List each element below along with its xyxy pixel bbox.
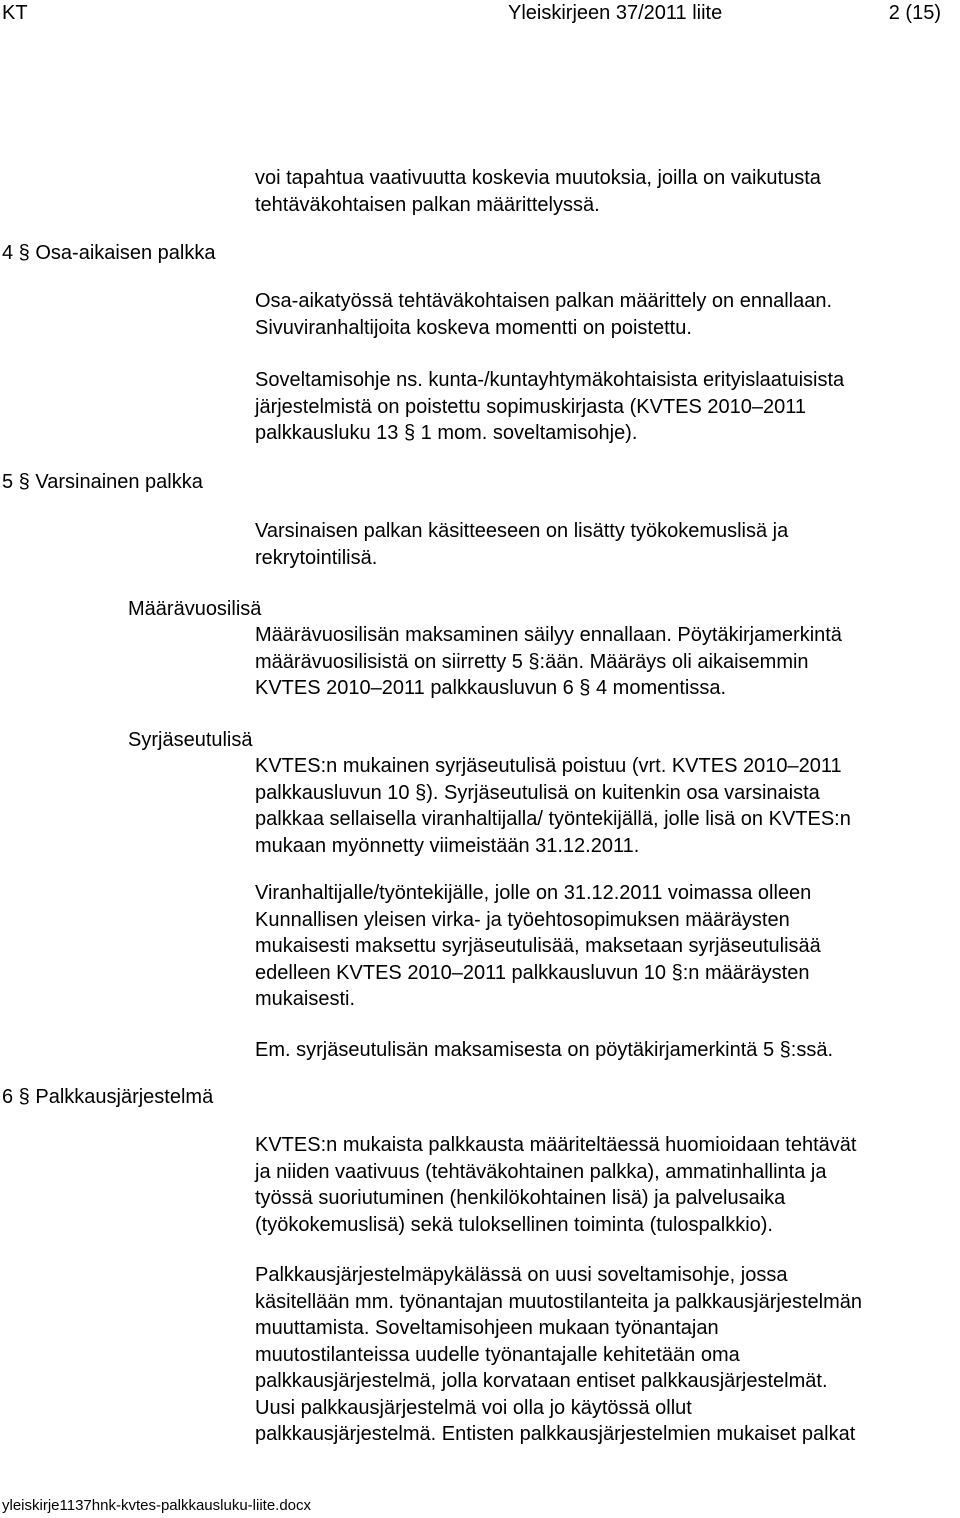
text-line: edelleen KVTES 2010–2011 palkkausluvun 10 §:n määräysten (255, 961, 810, 984)
text-line: KVTES 2010–2011 palkkausluvun 6 § 4 momentissa. (255, 677, 727, 699)
section-heading-5: 5 § Varsinainen palkka (2, 471, 203, 493)
paragraph-soveltamisohje (255, 367, 955, 447)
subheading-maaravuosilisa: Määrävuosilisä (128, 598, 262, 620)
section-heading-6: 6 § Palkkausjärjestelmä (2, 1086, 214, 1108)
text-line: KVTES:n mukaista palkkausta määriteltäessä huomioidaan tehtävät (255, 1134, 857, 1156)
text-line: Sivuviranhaltijoita koskeva momentti on poistettu. (255, 316, 692, 339)
footer-filename: yleiskirje1137hnk-kvtes-palkkausluku-liite.docx (2, 1497, 312, 1514)
text-line: järjestelmistä on poistettu sopimuskirjasta (KVTES 2010–2011 (255, 395, 807, 418)
page-number: 2 (15) (888, 2, 941, 24)
text-line: Osa-aikatyössä tehtäväkohtaisen palkan määrittely on ennallaan. (255, 290, 833, 312)
text-line: mukaan myönnetty viimeistään 31.12.2011. (255, 834, 640, 857)
text-line: Soveltamisohje ns. kunta-/kuntayhtymäkohtaisista erityislaatuisista (255, 369, 845, 391)
text-line: muuttamista. Soveltamisohjeen mukaan työnantajan (255, 1317, 719, 1339)
text-line: voi tapahtua vaativuutta koskevia muutoksia, joilla on vaikutusta (255, 167, 821, 189)
paragraph-osa-aikatyo (255, 288, 955, 341)
text-line: mukaisesti maksettu syrjäseutulisää, maksetaan syrjäseutulisää (255, 935, 821, 957)
text-line: Varsinaisen palkan käsitteeseen on lisätty työkokemuslisä ja (255, 520, 789, 542)
text-line: palkkaa sellaisella viranhaltijalla/ työntekijällä, jolle lisä on KVTES:n (255, 808, 851, 830)
paragraph-poytakirjamerkinta (255, 1037, 955, 1064)
subheading-syrjaseutulisa: Syrjäseutulisä (128, 729, 253, 751)
paragraph-maaravuosilisa (255, 622, 955, 702)
text-line: Määrävuosilisän maksaminen säilyy ennallaan. Pöytäkirjamerkintä (255, 624, 842, 646)
text-line: muutostilanteissa uudelle työnantajalle kehitetään oma (255, 1343, 740, 1366)
text-line: palkkausluvun 10 §). Syrjäseutulisä on kuitenkin osa varsinaista (255, 781, 820, 804)
text-line: Uusi palkkausjärjestelmä voi olla jo käytössä ollut (255, 1396, 692, 1419)
text-line: rekrytointilisä. (255, 546, 378, 569)
text-line: Palkkausjärjestelmäpykälässä on uusi soveltamisohje, jossa (255, 1264, 788, 1286)
header-org: KT (2, 2, 28, 24)
text-line: mukaisesti. (255, 988, 356, 1010)
paragraph-varsinainen-palkka (255, 518, 955, 571)
text-line: tehtäväkohtaisen palkan määrittelyssä. (255, 193, 600, 216)
text-line: Viranhaltijalle/työntekijälle, jolle on 31.12.2011 voimassa olleen (255, 882, 812, 904)
header-title: Yleiskirjeen 37/2011 liite (508, 2, 723, 24)
text-line: KVTES:n mukainen syrjäseutulisä poistuu (vrt. KVTES 2010–2011 (255, 755, 842, 777)
paragraph-vaativuus (255, 165, 955, 218)
text-line: Em. syrjäseutulisän maksamisesta on pöytäkirjamerkintä 5 §:ssä. (255, 1039, 834, 1061)
text-line: Kunnallisen yleisen virka- ja työehtosopimuksen määräysten (255, 908, 790, 931)
text-line: palkkausjärjestelmä. Entisten palkkausjärjestelmien mukaiset palkat (255, 1423, 856, 1445)
paragraph-syrjaseutulisa-jatkuu (255, 880, 955, 1013)
text-line: käsitellään mm. työnantajan muutostilanteita ja palkkausjärjestelmän (255, 1290, 862, 1313)
text-line: palkkausluku 13 § 1 mom. soveltamisohje). (255, 422, 638, 444)
section-heading-4: 4 § Osa-aikaisen palkka (2, 242, 216, 264)
text-line: palkkausjärjestelmä, jolla korvataan entiset palkkausjärjestelmät. (255, 1370, 828, 1392)
text-line: työssä suoriutuminen (henkilökohtainen lisä) ja palvelusaika (255, 1187, 786, 1209)
text-line: määrävuosilisistä on siirretty 5 §:ään. Määräys oli aikaisemmin (255, 650, 809, 673)
text-line: (työkokemuslisä) sekä tuloksellinen toiminta (tulospalkkio). (255, 1213, 773, 1236)
paragraph-palkkaus (255, 1132, 955, 1238)
text-line: ja niiden vaativuus (tehtäväkohtainen palkka), ammatinhallinta ja (255, 1160, 827, 1183)
paragraph-palkkausjarjestelma (255, 1262, 955, 1448)
paragraph-syrjaseutulisa (255, 753, 955, 859)
